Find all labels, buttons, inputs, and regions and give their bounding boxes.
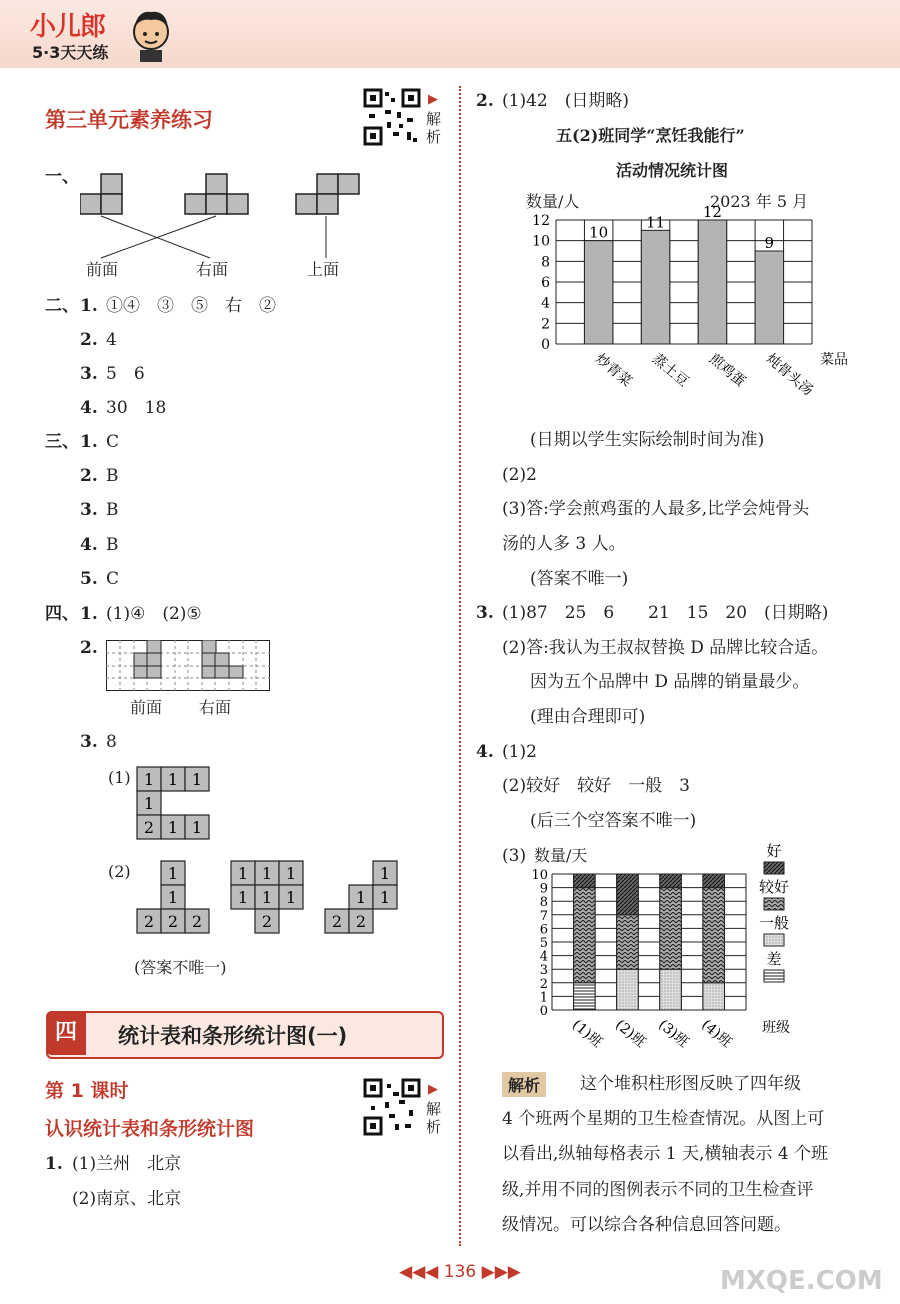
qr-code-icon[interactable] bbox=[363, 88, 421, 146]
r-q4-answer: (3) bbox=[502, 846, 527, 866]
cube-count-grid bbox=[136, 860, 214, 934]
section-title: 第三单元素养练习 bbox=[45, 108, 213, 132]
x-category-label: 煎鸡蛋 bbox=[705, 350, 749, 391]
r-q3-answer: (2)答:我认为王叔叔替换 D 品牌比较合适。 bbox=[502, 638, 829, 658]
r-q2-num: 2. bbox=[476, 91, 494, 111]
stacked-bar-segment bbox=[703, 874, 725, 888]
brand-subtitle: 5·3天天练 bbox=[32, 43, 109, 62]
l1-answer: (1)兰州 北京 bbox=[72, 1154, 182, 1174]
analysis-line: 这个堆积柱形图反映了四年级 bbox=[580, 1074, 801, 1094]
view-label-top: 上面 bbox=[307, 260, 340, 279]
y-tick-label: 8 bbox=[541, 254, 550, 271]
y-tick-label: 9 bbox=[539, 881, 548, 897]
legend-label: 好 bbox=[766, 842, 782, 860]
r-q2-answer: (答案不唯一) bbox=[530, 569, 629, 589]
grid-cell-count: 1 bbox=[191, 818, 203, 837]
q3-item-num: 4. bbox=[80, 535, 98, 555]
r-q2-answer: 汤的人多 3 人。 bbox=[502, 534, 626, 554]
r-q4-answer: (后三个空答案不唯一) bbox=[530, 811, 697, 831]
q4-item-answer: 8 bbox=[106, 732, 117, 752]
bar-value-label: 12 bbox=[702, 206, 722, 221]
q4-part-label: (1) bbox=[108, 768, 131, 787]
cube-count-grid bbox=[324, 860, 402, 934]
q4-part-label: (2) bbox=[108, 862, 131, 881]
analysis-line: 4 个班两个星期的卫生检查情况。从图上可 bbox=[502, 1109, 825, 1129]
q2-label: 二、 bbox=[45, 296, 79, 316]
lesson-subtitle: 认识统计表和条形统计图 bbox=[45, 1118, 255, 1140]
q2-item-answer: 4 bbox=[106, 330, 117, 350]
page-number: ◀◀◀ 136 ▶▶▶ bbox=[399, 1262, 521, 1282]
bar-value-label: 10 bbox=[589, 223, 609, 242]
r-q4-num: 4. bbox=[476, 742, 494, 762]
x-category-label: (2)班 bbox=[612, 1016, 649, 1051]
grid-cell-count: 1 bbox=[261, 888, 273, 907]
x-category-label: 炖骨头汤 bbox=[762, 350, 816, 400]
grid-cell-count: 1 bbox=[285, 888, 297, 907]
grid-cell-count: 1 bbox=[237, 864, 249, 883]
grid-cell-count: 1 bbox=[191, 770, 203, 789]
chart1-title: 活动情况统计图 bbox=[616, 161, 729, 180]
cube-count-grid bbox=[230, 860, 308, 934]
q3-item-num: 5. bbox=[80, 569, 98, 589]
q4-view-grid bbox=[106, 640, 271, 694]
y-tick-label: 2 bbox=[539, 976, 548, 992]
l1-answer: (2)南京、北京 bbox=[72, 1189, 182, 1209]
x-category-label: (3)班 bbox=[655, 1016, 692, 1051]
r-q3-answer: (理由合理即可) bbox=[530, 707, 646, 727]
y-tick-label: 8 bbox=[539, 895, 548, 911]
jiexi-link[interactable]: 解析 bbox=[426, 1100, 442, 1136]
grid-cell-count: 2 bbox=[143, 818, 155, 837]
legend-swatch bbox=[764, 934, 784, 946]
play-icon[interactable]: ▶ bbox=[428, 92, 438, 107]
play-icon[interactable]: ▶ bbox=[428, 1082, 438, 1097]
bar bbox=[641, 230, 669, 344]
analysis-line: 级情况。可以综合各种信息回答问题。 bbox=[502, 1215, 791, 1235]
legend-swatch bbox=[764, 970, 784, 982]
grid-cell-count: 1 bbox=[167, 888, 179, 907]
bar-value-label: 9 bbox=[764, 234, 775, 252]
x-category-label: (1)班 bbox=[568, 1016, 606, 1051]
grid-cell-count: 1 bbox=[167, 818, 179, 837]
grid-cell-count: 1 bbox=[285, 864, 297, 883]
cooking-bar-chart bbox=[520, 206, 850, 416]
grid-cell-count: 1 bbox=[167, 864, 179, 883]
y-tick-label: 10 bbox=[531, 868, 548, 883]
q2-item-num: 3. bbox=[80, 364, 98, 384]
r-q2-answer: (2)2 bbox=[502, 465, 537, 485]
analysis-line: 级,并用不同的图例表示不同的卫生检查评 bbox=[502, 1180, 814, 1200]
column-divider bbox=[459, 86, 461, 1246]
q2-item-num: 4. bbox=[80, 398, 98, 418]
grid-cell-count: 1 bbox=[167, 770, 179, 789]
stacked-bar-segment bbox=[703, 888, 725, 983]
q1-label: 一、 bbox=[45, 167, 79, 187]
r-q2-answer: (1)42 (日期略) bbox=[502, 91, 629, 111]
chart2-ylabel: 数量/天 bbox=[534, 846, 588, 865]
q3-item-answer: B bbox=[106, 535, 119, 555]
q3-item-answer: B bbox=[106, 500, 119, 520]
x-category-label: 蒸土豆 bbox=[648, 350, 692, 391]
l1-num: 1. bbox=[45, 1154, 63, 1174]
stacked-bar-segment bbox=[703, 983, 725, 1010]
q3-item-num: 1. bbox=[80, 432, 98, 452]
lesson-title: 第 1 课时 bbox=[45, 1080, 129, 1102]
view-label-right: 右面 bbox=[199, 698, 232, 717]
y-tick-label: 4 bbox=[539, 949, 548, 965]
grid-cell-count: 2 bbox=[167, 912, 179, 931]
q2-item-num: 1. bbox=[80, 296, 98, 316]
q2-item-answer: 30 18 bbox=[106, 398, 167, 418]
y-tick-label: 7 bbox=[539, 908, 548, 924]
q3-item-answer: B bbox=[106, 466, 119, 486]
bar bbox=[755, 251, 783, 344]
y-tick-label: 5 bbox=[539, 936, 548, 951]
y-tick-label: 12 bbox=[532, 213, 550, 229]
legend-label: 差 bbox=[766, 950, 782, 968]
bar bbox=[698, 220, 726, 344]
q4-item-num: 1. bbox=[80, 604, 98, 624]
grid-cell-count: 2 bbox=[191, 912, 203, 931]
grid-cell-count: 1 bbox=[261, 864, 273, 883]
stacked-bar-segment bbox=[574, 983, 596, 1010]
y-tick-label: 3 bbox=[539, 963, 548, 979]
chapter-title: 统计表和条形统计图(一) bbox=[118, 1024, 348, 1048]
grid-cell-count: 2 bbox=[355, 912, 367, 931]
stacked-bar-segment bbox=[617, 969, 639, 1010]
q3-item-answer: C bbox=[106, 569, 120, 589]
bar bbox=[584, 241, 612, 344]
analysis-line: 以看出,纵轴每格表示 1 天,横轴表示 4 个班 bbox=[502, 1144, 829, 1164]
cube-count-grid bbox=[136, 766, 214, 840]
y-tick-label: 6 bbox=[539, 922, 548, 938]
legend-swatch bbox=[764, 862, 784, 874]
qr-code-icon[interactable] bbox=[363, 1078, 421, 1136]
q4-item-answer: (1)④ (2)⑤ bbox=[106, 604, 202, 624]
q2-item-answer: ①④ ③ ⑤ 右 ② bbox=[106, 296, 276, 316]
watermark: MXQE.COM bbox=[720, 1266, 883, 1296]
y-tick-label: 2 bbox=[541, 316, 550, 333]
q3-item-answer: C bbox=[106, 432, 120, 452]
bar-value-label: 11 bbox=[646, 213, 666, 232]
jiexi-link[interactable]: 解析 bbox=[426, 110, 442, 146]
answer-note: (答案不唯一) bbox=[134, 958, 227, 977]
y-tick-label: 10 bbox=[532, 233, 550, 250]
grid-cell-count: 1 bbox=[237, 888, 249, 907]
grid-cell-count: 2 bbox=[261, 912, 273, 931]
chart1-title: 五(2)班同学“烹饪我能行” bbox=[556, 126, 745, 145]
chapter-number: 四 bbox=[46, 1011, 86, 1055]
y-tick-label: 0 bbox=[541, 337, 550, 353]
stacked-bar-segment bbox=[660, 874, 682, 888]
view-label-front: 前面 bbox=[86, 260, 119, 279]
x-category-label: 炒青菜 bbox=[592, 350, 635, 391]
stacked-bar-segment bbox=[574, 888, 596, 983]
q2-item-answer: 5 6 bbox=[106, 364, 145, 384]
r-q3-num: 3. bbox=[476, 603, 494, 623]
legend-label: 一般 bbox=[758, 914, 790, 932]
y-tick-label: 6 bbox=[541, 275, 550, 291]
grid-cell-count: 2 bbox=[143, 912, 155, 931]
chart2-legend bbox=[748, 840, 808, 990]
r-q4-answer: (1)2 bbox=[502, 742, 537, 762]
analysis-tag: 解析 bbox=[502, 1072, 546, 1097]
y-tick-label: 1 bbox=[539, 990, 548, 1006]
legend-swatch bbox=[764, 898, 784, 910]
mascot-icon bbox=[128, 6, 174, 64]
r-q3-answer: (1)87 25 6 21 15 20 (日期略) bbox=[502, 603, 829, 623]
view-label-front: 前面 bbox=[130, 698, 163, 717]
grid-cell-count: 2 bbox=[331, 912, 343, 931]
grid-cell-count: 1 bbox=[379, 888, 391, 907]
q3-item-num: 2. bbox=[80, 466, 98, 486]
q3-item-num: 3. bbox=[80, 500, 98, 520]
x-axis-label: 班级 bbox=[762, 1020, 790, 1036]
stacked-bar-segment bbox=[617, 915, 639, 969]
grid-cell-count: 1 bbox=[379, 864, 391, 883]
chart1-date: 2023 年 5 月 bbox=[710, 192, 809, 211]
y-tick-label: 0 bbox=[539, 1004, 548, 1019]
stacked-bar-segment bbox=[574, 874, 596, 888]
grid-cell-count: 1 bbox=[355, 888, 367, 907]
stacked-bar-segment bbox=[660, 888, 682, 970]
q3-label: 三、 bbox=[45, 432, 79, 452]
chart1-ylabel: 数量/人 bbox=[526, 192, 580, 211]
q4-label: 四、 bbox=[45, 604, 79, 624]
chart1-note: (日期以学生实际绘制时间为准) bbox=[530, 430, 765, 450]
q4-item-num: 2. bbox=[80, 638, 98, 658]
x-axis-label: 菜品 bbox=[820, 352, 848, 368]
brand-logo: 小儿郎 bbox=[30, 12, 106, 42]
q4-item-num: 3. bbox=[80, 732, 98, 752]
r-q4-answer: (2)较好 较好 一般 3 bbox=[502, 776, 690, 796]
q2-item-num: 2. bbox=[80, 330, 98, 350]
y-tick-label: 4 bbox=[541, 295, 550, 312]
stacked-bar-segment bbox=[660, 969, 682, 1010]
grid-cell-count: 1 bbox=[143, 770, 155, 789]
r-q3-answer: 因为五个品牌中 D 品牌的销量最少。 bbox=[530, 672, 810, 692]
view-label-right: 右面 bbox=[196, 260, 229, 279]
stacked-bar-segment bbox=[617, 874, 639, 915]
legend-label: 较好 bbox=[758, 878, 790, 896]
r-q2-answer: (3)答:学会煎鸡蛋的人最多,比学会炖骨头 bbox=[502, 499, 810, 519]
grid-cell-count: 1 bbox=[143, 794, 155, 813]
x-category-label: (4)班 bbox=[698, 1016, 735, 1051]
